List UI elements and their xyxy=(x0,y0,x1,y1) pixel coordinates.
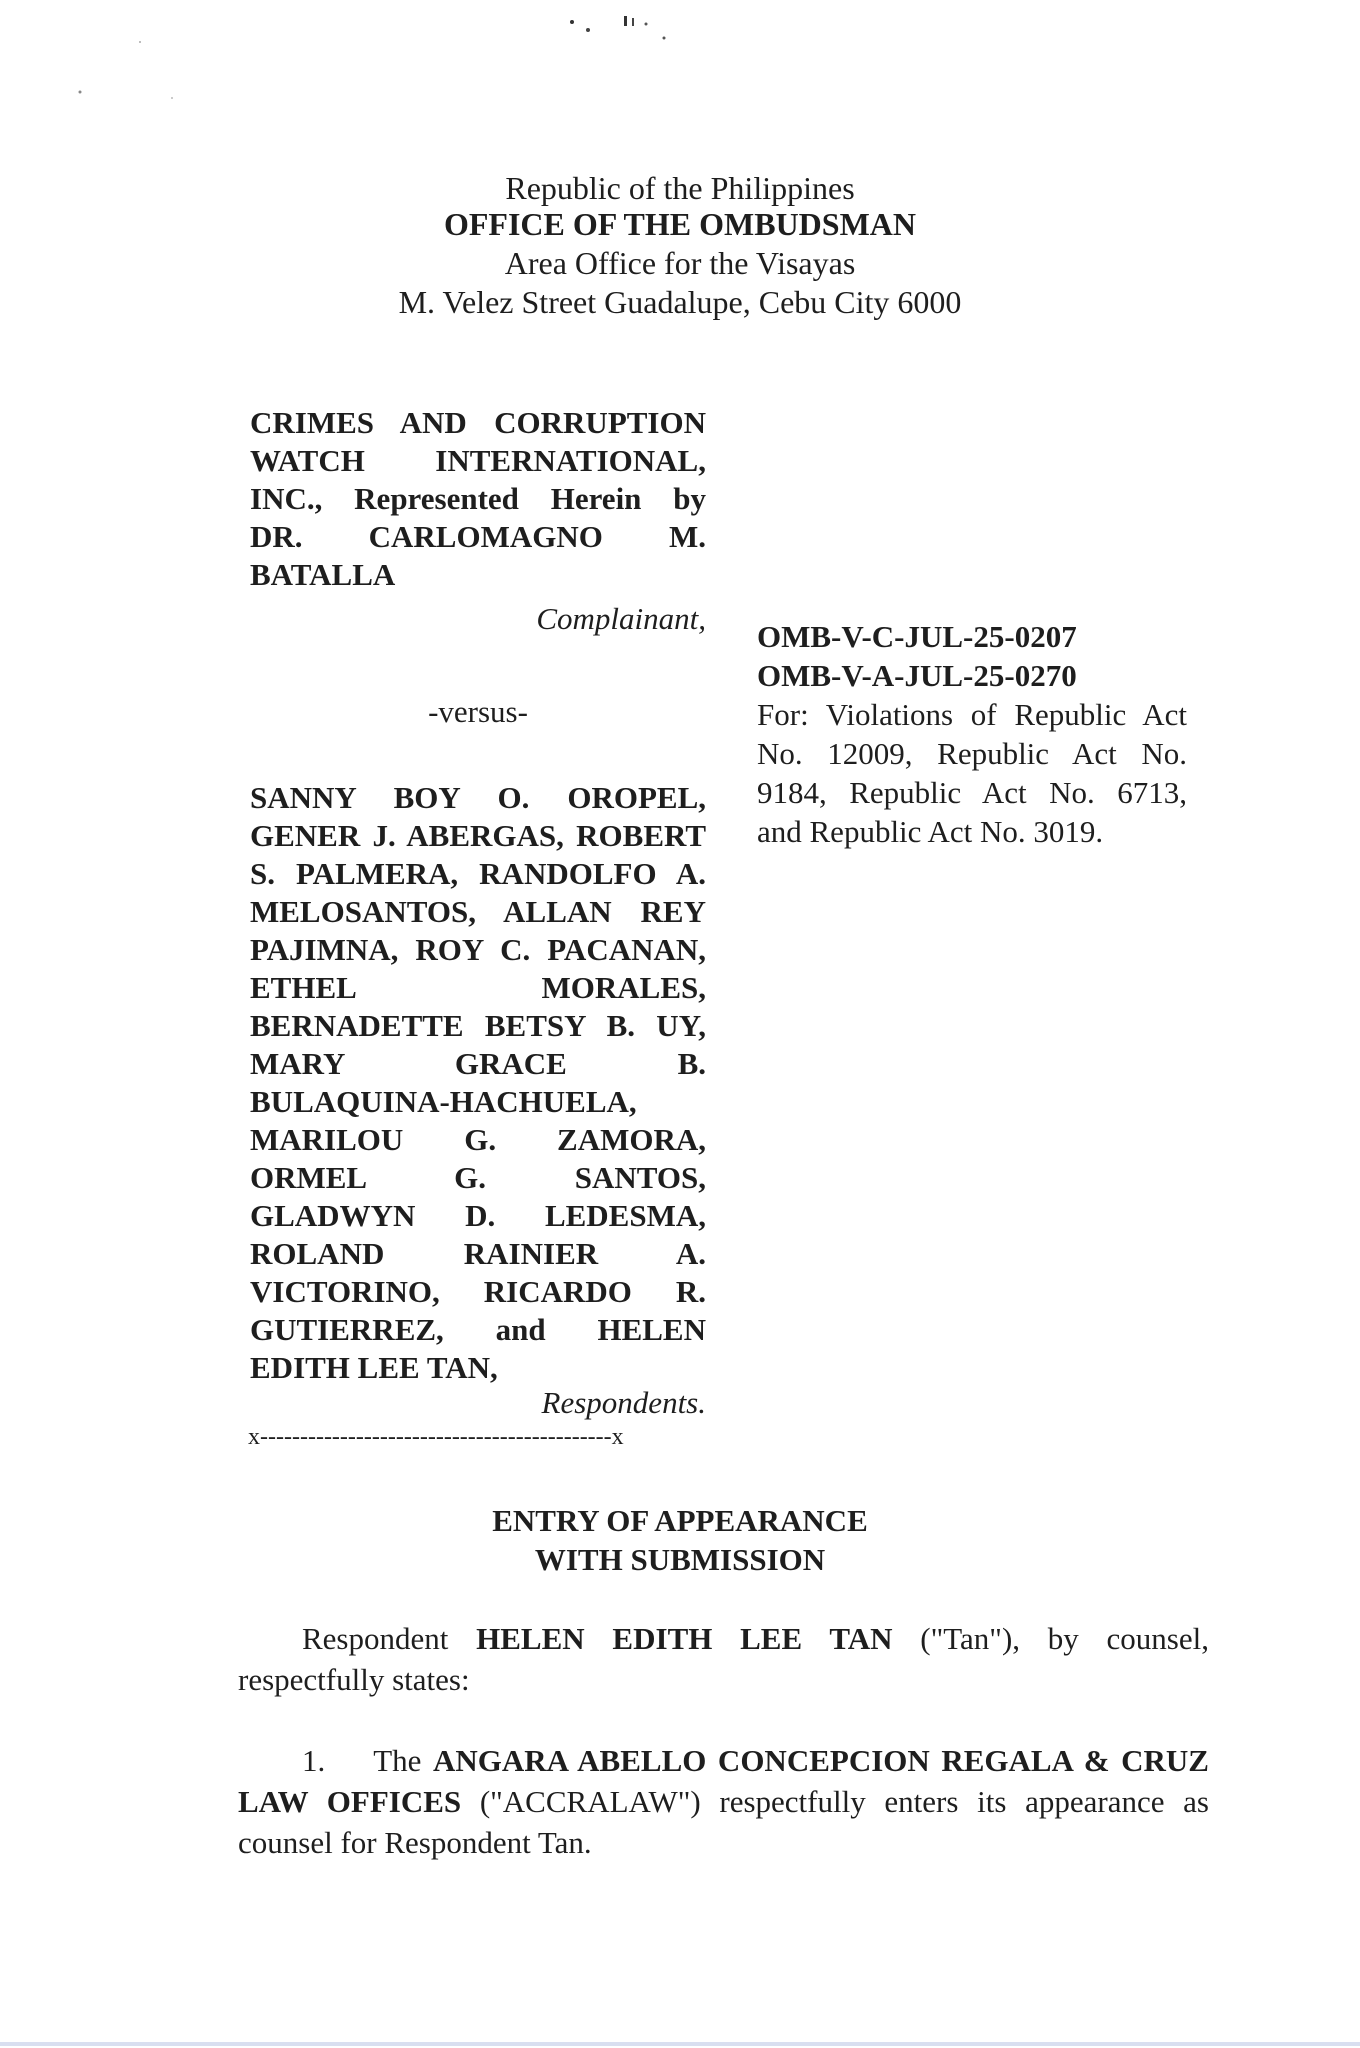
complainant-line: WATCH INTERNATIONAL, xyxy=(250,443,706,478)
document-title-line2: WITH SUBMISSION xyxy=(534,1542,826,1577)
intro-paragraph xyxy=(238,1618,1209,1700)
caption-separator: x--------------------------------------------x xyxy=(248,1424,624,1450)
intro-respondent-name: HELEN EDITH LEE TAN xyxy=(476,1621,893,1656)
paragraph-1-firm: ANGARA ABELLO CONCEPCION REGALA & CRUZ LAW OFFICES xyxy=(238,1743,1209,1819)
respondent-line: ETHEL MORALES, xyxy=(250,970,706,1005)
case-for-block xyxy=(757,695,1187,851)
document-title-line1: ENTRY OF APPEARANCE xyxy=(492,1503,868,1538)
case-number-1: OMB-V-C-JUL-25-0207 xyxy=(757,619,1077,654)
respondent-line: BULAQUINA-HACHUELA, xyxy=(250,1084,637,1119)
respondent-line: EDITH LEE TAN, xyxy=(250,1350,498,1385)
header-area-office: Area Office for the Visayas xyxy=(504,245,856,281)
respondent-line: GENER J. ABERGAS, ROBERT xyxy=(250,818,706,853)
case-for-line: 9184, Republic Act No. 6713, xyxy=(757,775,1187,810)
respondent-line: GLADWYN D. LEDESMA, xyxy=(250,1198,706,1233)
respondent-line: VICTORINO, RICARDO R. xyxy=(250,1274,706,1309)
paragraph-1-the: The xyxy=(373,1743,433,1778)
respondent-line: PAJIMNA, ROY C. PACANAN, xyxy=(250,932,706,967)
respondent-line: ROLAND RAINIER A. xyxy=(250,1236,706,1271)
respondent-line: ORMEL G. SANTOS, xyxy=(250,1160,706,1195)
intro-suffix: ("Tan"), by counsel, respectfully states: xyxy=(238,1621,1209,1697)
complainant-line: DR. CARLOMAGNO M. xyxy=(250,519,706,554)
header-address: M. Velez Street Guadalupe, Cebu City 6000 xyxy=(398,284,962,320)
respondent-line: MARILOU G. ZAMORA, xyxy=(250,1122,706,1157)
complainant-line: BATALLA xyxy=(250,557,396,592)
respondent-line: BERNADETTE BETSY B. UY, xyxy=(250,1008,706,1043)
complainant-line: INC., Represented Herein by xyxy=(250,481,706,516)
respondents-block xyxy=(250,779,706,1387)
paragraph-1-number: 1. xyxy=(302,1743,326,1778)
header-country: Republic of the Philippines xyxy=(505,170,855,206)
header-office: OFFICE OF THE OMBUDSMAN xyxy=(443,206,916,242)
case-for-line: For: Violations of Republic Act xyxy=(757,697,1187,732)
complainant-block xyxy=(250,404,706,594)
complainant-line: CRIMES AND CORRUPTION xyxy=(250,405,706,440)
intro-prefix: Respondent xyxy=(302,1621,477,1656)
case-for-line: No. 12009, Republic Act No. xyxy=(757,736,1187,771)
respondent-line: MELOSANTOS, ALLAN REY xyxy=(250,894,706,929)
paragraph-1 xyxy=(238,1740,1209,1863)
respondent-line: SANNY BOY O. OROPEL, xyxy=(250,780,706,815)
respondents-label: Respondents. xyxy=(541,1385,706,1420)
respondent-line: S. PALMERA, RANDOLFO A. xyxy=(250,856,706,891)
page-bottom-edge xyxy=(0,2042,1360,2046)
paragraph-1-rest: ("ACCRALAW") respectfully enters its appearance as counsel for Respondent Tan. xyxy=(238,1784,1210,1860)
complainant-label: Complainant, xyxy=(536,601,706,636)
case-number-2: OMB-V-A-JUL-25-0270 xyxy=(757,658,1077,693)
respondent-line: GUTIERREZ, and HELEN xyxy=(250,1312,706,1347)
case-for-line: and Republic Act No. 3019. xyxy=(757,814,1104,849)
respondent-line: MARY GRACE B. xyxy=(250,1046,706,1081)
versus-label: -versus- xyxy=(428,694,528,729)
